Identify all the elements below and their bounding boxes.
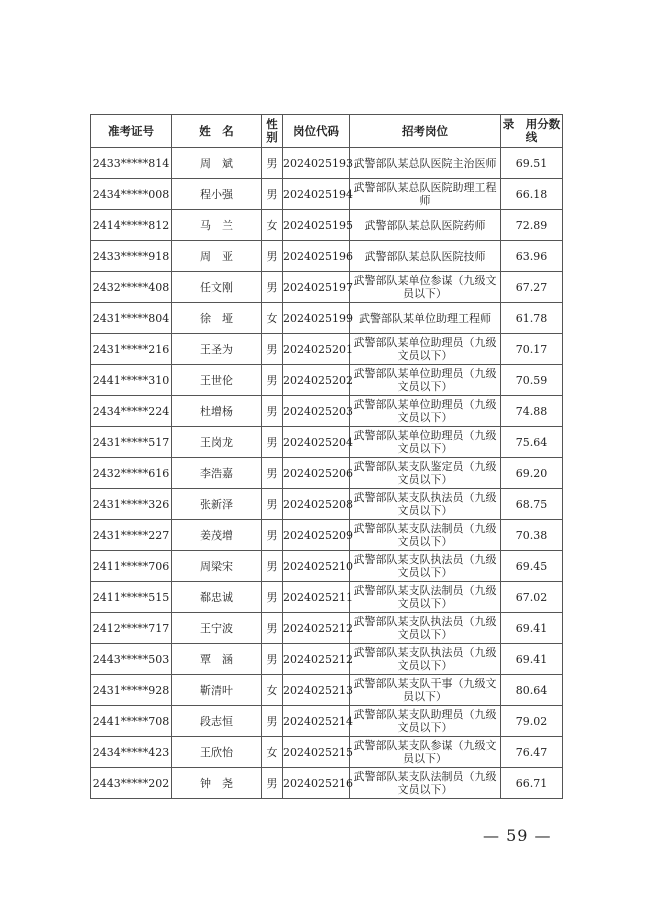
cell-position-code: 2024025195 — [283, 210, 350, 241]
cell-ticket-number: 2433*****918 — [91, 241, 172, 272]
cell-ticket-number: 2441*****708 — [91, 706, 172, 737]
cell-ticket-number: 2434*****224 — [91, 396, 172, 427]
cell-position: 武警部队某单位参谋（九级文员以下） — [350, 272, 501, 303]
cell-position-code: 2024025196 — [283, 241, 350, 272]
cell-position-code: 2024025211 — [283, 582, 350, 613]
cell-gender: 男 — [262, 458, 283, 489]
cell-score: 74.88 — [501, 396, 563, 427]
table-row — [91, 613, 563, 644]
cell-score: 79.02 — [501, 706, 563, 737]
cell-position: 武警部队某支队参谋（九级文员以下） — [350, 737, 501, 768]
cell-name: 王岗龙 — [172, 427, 262, 458]
cell-position: 武警部队某支队法制员（九级文员以下） — [350, 520, 501, 551]
cell-name: 王宁波 — [172, 613, 262, 644]
cell-position-code: 2024025204 — [283, 427, 350, 458]
cell-position: 武警部队某支队干事（九级文员以下） — [350, 675, 501, 706]
cell-position: 武警部队某支队鉴定员（九级文员以下） — [350, 458, 501, 489]
cell-position-code: 2024025213 — [283, 675, 350, 706]
cell-score: 69.51 — [501, 148, 563, 179]
cell-ticket-number: 2431*****216 — [91, 334, 172, 365]
cell-position-code: 2024025215 — [283, 737, 350, 768]
header-position: 招考岗位 — [350, 115, 501, 148]
cell-position: 武警部队某支队助理员（九级文员以下） — [350, 706, 501, 737]
cell-name: 覃 涵 — [172, 644, 262, 675]
table-row — [91, 489, 563, 520]
cell-score: 70.59 — [501, 365, 563, 396]
cell-ticket-number: 2443*****503 — [91, 644, 172, 675]
cell-name: 杜增杨 — [172, 396, 262, 427]
cell-position-code: 2024025197 — [283, 272, 350, 303]
table-row — [91, 210, 563, 241]
cell-score: 76.47 — [501, 737, 563, 768]
cell-gender: 男 — [262, 148, 283, 179]
table-row — [91, 458, 563, 489]
table-header-row — [91, 115, 563, 148]
cell-position-code: 2024025212 — [283, 613, 350, 644]
cell-score: 69.20 — [501, 458, 563, 489]
cell-ticket-number: 2432*****408 — [91, 272, 172, 303]
cell-position-code: 2024025208 — [283, 489, 350, 520]
cell-ticket-number: 2443*****202 — [91, 768, 172, 799]
cell-name: 王欣怡 — [172, 737, 262, 768]
cell-gender: 男 — [262, 520, 283, 551]
header-score: 录 用分数线 — [501, 115, 563, 148]
cell-name: 靳清叶 — [172, 675, 262, 706]
cell-ticket-number: 2414*****812 — [91, 210, 172, 241]
cell-position-code: 2024025206 — [283, 458, 350, 489]
header-gender: 性别 — [262, 115, 283, 148]
cell-name: 郗忠诚 — [172, 582, 262, 613]
cell-ticket-number: 2412*****717 — [91, 613, 172, 644]
cell-gender: 男 — [262, 489, 283, 520]
cell-score: 68.75 — [501, 489, 563, 520]
table-row — [91, 520, 563, 551]
cell-score: 66.71 — [501, 768, 563, 799]
cell-gender: 男 — [262, 365, 283, 396]
cell-position-code: 2024025216 — [283, 768, 350, 799]
cell-position-code: 2024025193 — [283, 148, 350, 179]
table-row — [91, 272, 563, 303]
table-row — [91, 396, 563, 427]
cell-gender: 男 — [262, 241, 283, 272]
cell-name: 程小强 — [172, 179, 262, 210]
cell-ticket-number: 2411*****706 — [91, 551, 172, 582]
cell-gender: 男 — [262, 272, 283, 303]
cell-name: 徐 垭 — [172, 303, 262, 334]
cell-gender: 男 — [262, 706, 283, 737]
cell-position: 武警部队某单位助理员（九级文员以下） — [350, 427, 501, 458]
page-number: — 59 — — [483, 826, 552, 845]
cell-score: 80.64 — [501, 675, 563, 706]
cell-gender: 男 — [262, 613, 283, 644]
table-row — [91, 768, 563, 799]
cell-position-code: 2024025194 — [283, 179, 350, 210]
table-body — [91, 148, 563, 799]
cell-position: 武警部队某单位助理员（九级文员以下） — [350, 365, 501, 396]
results-table — [90, 114, 563, 799]
cell-ticket-number: 2431*****517 — [91, 427, 172, 458]
cell-score: 69.41 — [501, 644, 563, 675]
cell-position: 武警部队某支队法制员（九级文员以下） — [350, 582, 501, 613]
header-position-code: 岗位代码 — [283, 115, 350, 148]
cell-position-code: 2024025203 — [283, 396, 350, 427]
table-row — [91, 179, 563, 210]
header-ticket-number: 准考证号 — [91, 115, 172, 148]
cell-score: 63.96 — [501, 241, 563, 272]
cell-score: 70.17 — [501, 334, 563, 365]
cell-position-code: 2024025212 — [283, 644, 350, 675]
cell-gender: 男 — [262, 551, 283, 582]
cell-position: 武警部队某单位助理员（九级文员以下） — [350, 334, 501, 365]
cell-ticket-number: 2431*****227 — [91, 520, 172, 551]
cell-position-code: 2024025201 — [283, 334, 350, 365]
cell-name: 李浩嘉 — [172, 458, 262, 489]
cell-position: 武警部队某支队法制员（九级文员以下） — [350, 768, 501, 799]
cell-score: 72.89 — [501, 210, 563, 241]
table-row — [91, 427, 563, 458]
cell-gender: 男 — [262, 582, 283, 613]
cell-ticket-number: 2431*****326 — [91, 489, 172, 520]
cell-ticket-number: 2432*****616 — [91, 458, 172, 489]
cell-position-code: 2024025202 — [283, 365, 350, 396]
table-row — [91, 737, 563, 768]
cell-name: 姜茂增 — [172, 520, 262, 551]
cell-ticket-number: 2433*****814 — [91, 148, 172, 179]
table-row — [91, 551, 563, 582]
cell-score: 69.41 — [501, 613, 563, 644]
cell-name: 王世伦 — [172, 365, 262, 396]
cell-position: 武警部队某支队执法员（九级文员以下） — [350, 489, 501, 520]
cell-position: 武警部队某总队医院药师 — [350, 210, 501, 241]
cell-gender: 女 — [262, 737, 283, 768]
cell-ticket-number: 2431*****804 — [91, 303, 172, 334]
cell-gender: 男 — [262, 179, 283, 210]
cell-position-code: 2024025199 — [283, 303, 350, 334]
cell-name: 任文刚 — [172, 272, 262, 303]
cell-position-code: 2024025210 — [283, 551, 350, 582]
cell-gender: 女 — [262, 675, 283, 706]
cell-score: 67.27 — [501, 272, 563, 303]
cell-gender: 男 — [262, 644, 283, 675]
cell-position: 武警部队某总队医院主治医师 — [350, 148, 501, 179]
table-row — [91, 365, 563, 396]
cell-position: 武警部队某单位助理员（九级文员以下） — [350, 396, 501, 427]
cell-position: 武警部队某支队执法员（九级文员以下） — [350, 613, 501, 644]
cell-name: 周 斌 — [172, 148, 262, 179]
cell-ticket-number: 2431*****928 — [91, 675, 172, 706]
cell-ticket-number: 2434*****423 — [91, 737, 172, 768]
cell-position-code: 2024025209 — [283, 520, 350, 551]
cell-ticket-number: 2434*****008 — [91, 179, 172, 210]
cell-score: 67.02 — [501, 582, 563, 613]
cell-score: 75.64 — [501, 427, 563, 458]
cell-name: 张新泽 — [172, 489, 262, 520]
table-row — [91, 148, 563, 179]
cell-score: 69.45 — [501, 551, 563, 582]
cell-position: 武警部队某总队医院技师 — [350, 241, 501, 272]
cell-gender: 女 — [262, 303, 283, 334]
cell-name: 周 亚 — [172, 241, 262, 272]
cell-score: 61.78 — [501, 303, 563, 334]
table-row — [91, 582, 563, 613]
cell-position: 武警部队某支队执法员（九级文员以下） — [350, 551, 501, 582]
cell-score: 70.38 — [501, 520, 563, 551]
table-row — [91, 241, 563, 272]
cell-ticket-number: 2411*****515 — [91, 582, 172, 613]
cell-position: 武警部队某支队执法员（九级文员以下） — [350, 644, 501, 675]
table-row — [91, 303, 563, 334]
cell-position: 武警部队某总队医院助理工程师 — [350, 179, 501, 210]
header-name: 姓 名 — [172, 115, 262, 148]
cell-gender: 男 — [262, 768, 283, 799]
cell-position: 武警部队某单位助理工程师 — [350, 303, 501, 334]
cell-gender: 男 — [262, 396, 283, 427]
cell-gender: 女 — [262, 210, 283, 241]
cell-name: 钟 尧 — [172, 768, 262, 799]
table-row — [91, 675, 563, 706]
cell-name: 马 兰 — [172, 210, 262, 241]
cell-gender: 男 — [262, 427, 283, 458]
cell-name: 段志恒 — [172, 706, 262, 737]
cell-position-code: 2024025214 — [283, 706, 350, 737]
cell-score: 66.18 — [501, 179, 563, 210]
cell-ticket-number: 2441*****310 — [91, 365, 172, 396]
cell-name: 周梁宋 — [172, 551, 262, 582]
cell-name: 王圣为 — [172, 334, 262, 365]
table-row — [91, 644, 563, 675]
cell-gender: 男 — [262, 334, 283, 365]
table-row — [91, 334, 563, 365]
table-row — [91, 706, 563, 737]
